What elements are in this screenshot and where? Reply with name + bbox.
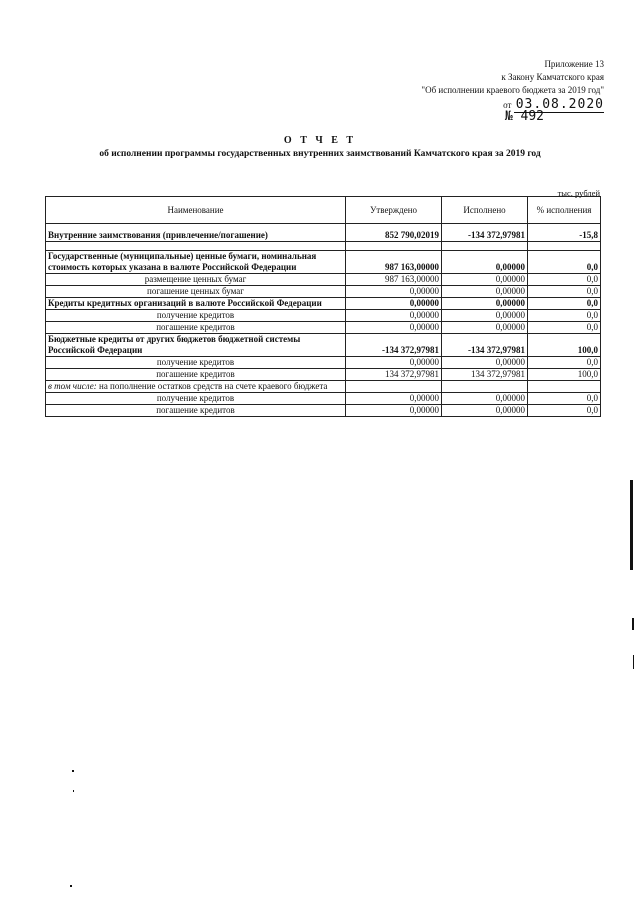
table-row [46,298,601,310]
table-row [46,369,601,381]
cell-percent: 0,0 [528,310,601,322]
cell-approved: 0,00000 [346,393,442,405]
cell-name: погашение кредитов [46,322,346,334]
spacer-row [46,242,601,251]
cell-name [46,381,346,393]
table-row [46,334,601,357]
header-executed: Исполнено [442,197,528,224]
cell-name: Бюджетные кредиты от других бюджетов бюджетной системы Российской Федерации [46,334,346,357]
annex-block [421,58,604,112]
including-text: на пополнение остатков средств на счете краевого бюджета [99,381,328,391]
cell-percent: 0,0 [528,298,601,310]
cell-executed: 134 372,97981 [442,369,528,381]
table-row [46,310,601,322]
table-row [46,251,601,274]
cell-percent: 100,0 [528,369,601,381]
table-row [46,393,601,405]
cell-percent: 0,0 [528,322,601,334]
cell-name: погашение кредитов [46,405,346,417]
cell-percent [528,381,601,393]
cell-approved: 0,00000 [346,298,442,310]
cell-executed [442,381,528,393]
cell-executed: 0,00000 [442,357,528,369]
cell-executed: -134 372,97981 [442,224,528,242]
annex-line-1: Приложение 13 [544,59,604,69]
cell-approved: 0,00000 [346,357,442,369]
date-prefix: от [503,100,512,110]
cell-executed: 0,00000 [442,405,528,417]
cell-percent: 100,0 [528,334,601,357]
document-number: № 492 [504,109,544,124]
table-row [46,224,601,242]
cell-name: получение кредитов [46,310,346,322]
cell-executed: 0,00000 [442,251,528,274]
cell-name: получение кредитов [46,357,346,369]
cell-executed: 0,00000 [442,298,528,310]
cell-percent: 0,0 [528,286,601,298]
cell-approved: 0,00000 [346,310,442,322]
borrowing-table [45,196,601,417]
scan-edge-mark [630,480,633,570]
cell-name: получение кредитов [46,393,346,405]
cell-name: погашение ценных бумаг [46,286,346,298]
scan-speck [70,885,72,887]
cell-approved: 987 163,00000 [346,274,442,286]
cell-percent: 0,0 [528,357,601,369]
cell-percent: -15,8 [528,224,601,242]
cell-approved: 987 163,00000 [346,251,442,274]
cell-approved: 134 372,97981 [346,369,442,381]
table-row [46,274,601,286]
cell-approved: 0,00000 [346,322,442,334]
cell-percent: 0,0 [528,251,601,274]
cell-approved: 852 790,02019 [346,224,442,242]
cell-approved: 0,00000 [346,405,442,417]
table-row [46,405,601,417]
cell-name: размещение ценных бумаг [46,274,346,286]
scan-speck [73,790,74,792]
cell-name: Внутренние заимствования (привлечение/погашение) [46,224,346,242]
table-row [46,286,601,298]
cell-approved [346,381,442,393]
scan-edge-mark [633,655,634,669]
table-row [46,322,601,334]
cell-percent: 0,0 [528,274,601,286]
cell-percent: 0,0 [528,393,601,405]
annex-line-2: к Закону Камчатского края [501,72,604,82]
cell-executed: 0,00000 [442,322,528,334]
table-row [46,381,601,393]
report-title: О Т Ч Е Т [283,135,357,146]
cell-executed: -134 372,97981 [442,334,528,357]
cell-executed: 0,00000 [442,286,528,298]
date-value: 03.08.2020 [515,97,604,112]
cell-executed: 0,00000 [442,393,528,405]
cell-percent: 0,0 [528,405,601,417]
cell-name: погашение кредитов [46,369,346,381]
annex-line-3: "Об исполнении краевого бюджета за 2019 год" [421,85,604,95]
including-label: в том числе: [48,381,97,391]
cell-approved: -134 372,97981 [346,334,442,357]
scan-speck [72,770,74,772]
cell-name: Государственные (муниципальные) ценные бумаги, номинальная стоимость которых указана в валюте Российской Федерации [46,251,346,274]
units-label: тыс. рублей [557,188,600,198]
cell-executed: 0,00000 [442,310,528,322]
cell-name: Кредиты кредитных организаций в валюте Российской Федерации [46,298,346,310]
report-subtitle: об исполнении программы государственных внутренних заимствований Камчатского края за 2019 год [99,149,541,159]
cell-approved: 0,00000 [346,286,442,298]
table-row [46,357,601,369]
scan-edge-mark [632,618,634,630]
header-approved: Утверждено [346,197,442,224]
header-name: Наименование [46,197,346,224]
cell-executed: 0,00000 [442,274,528,286]
header-percent: % исполнения [528,197,601,224]
table-header-row [46,197,601,224]
